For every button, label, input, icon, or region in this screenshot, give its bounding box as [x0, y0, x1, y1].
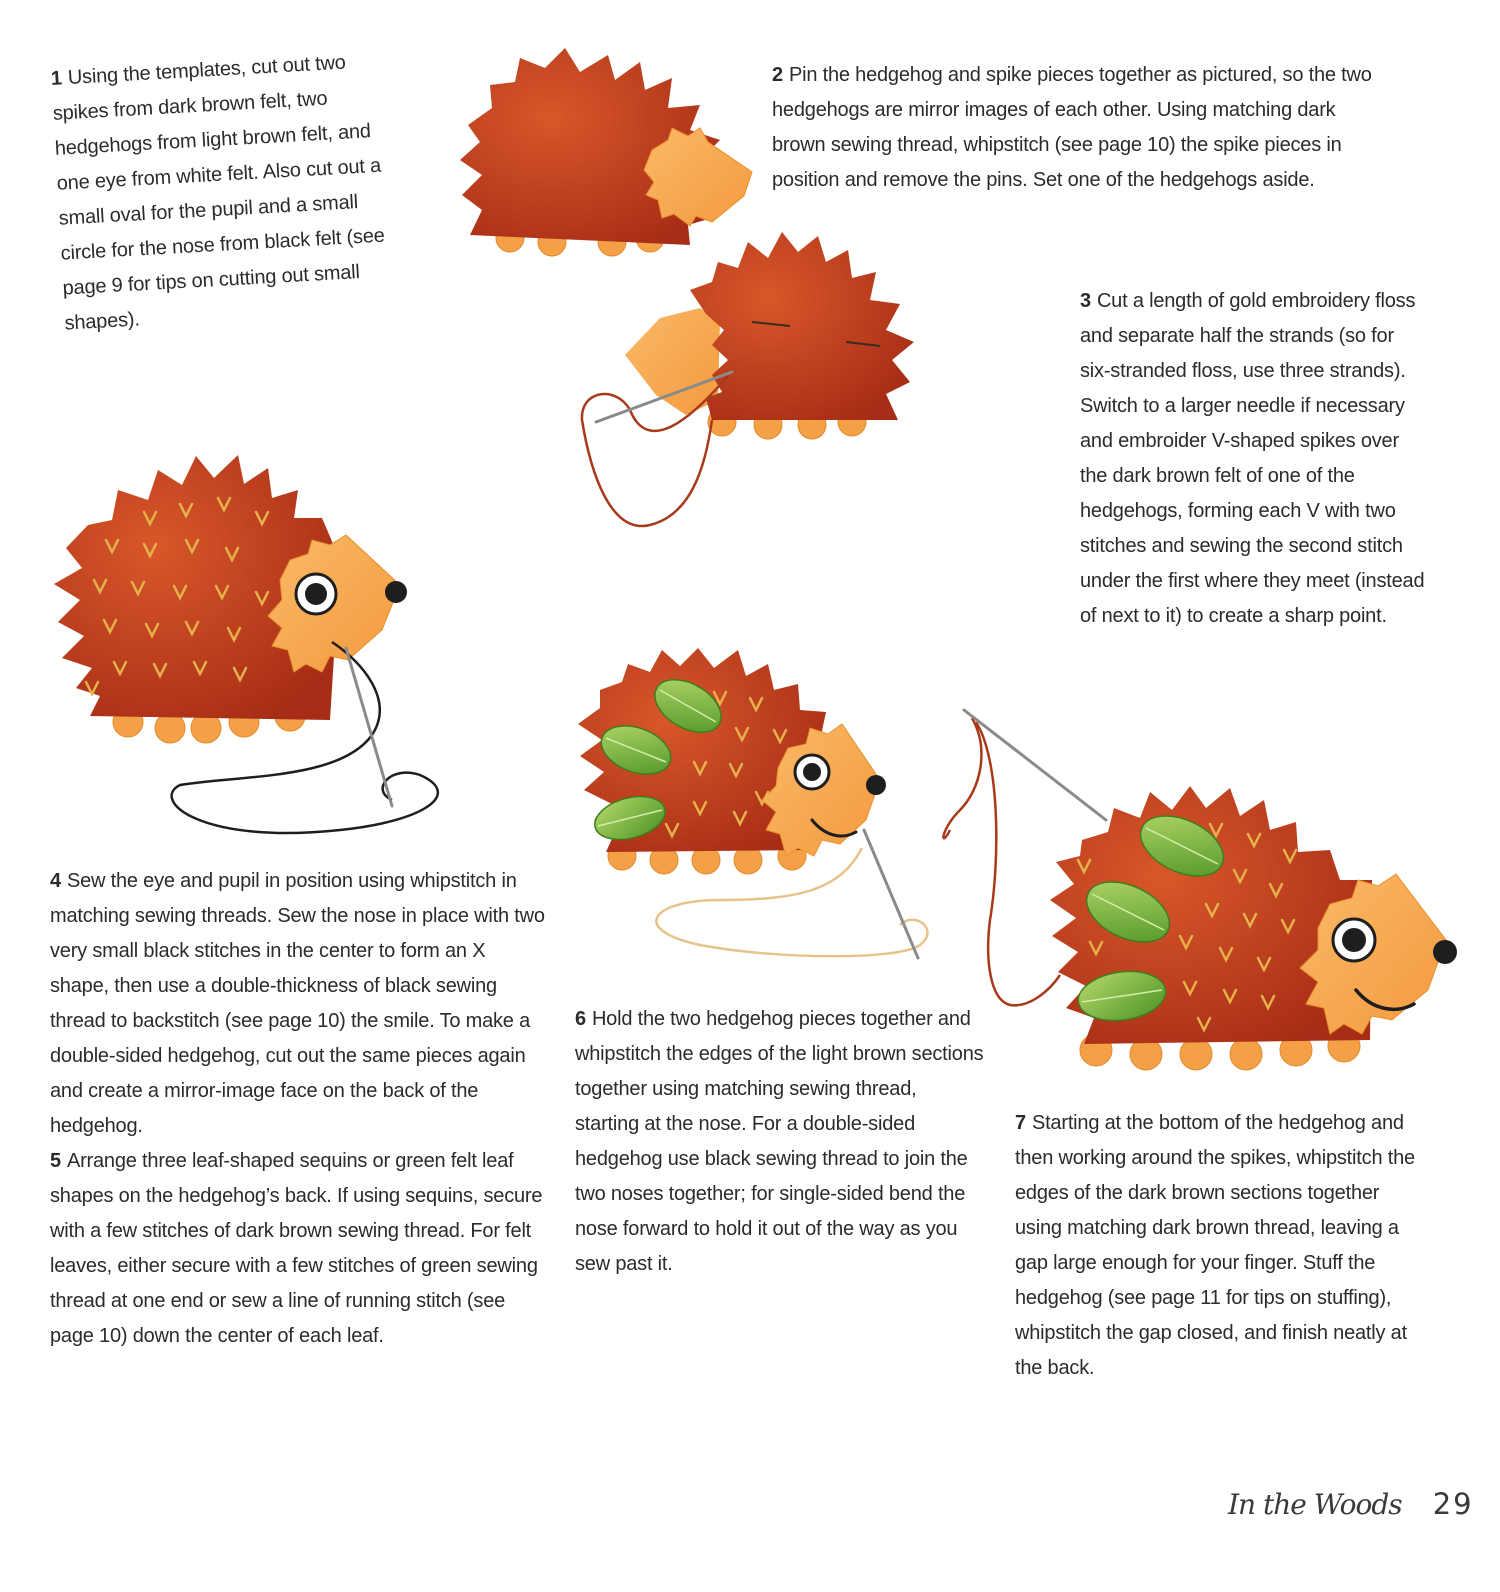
step-body: Arrange three leaf-shaped sequins or green felt leaf shapes on the hedgehog’s back. If using sequins, secure with a few stitches of dark brown sewing thread. For felt leaves, either secure with a few stitches of green sewing thread at one end or sew a line of running stitch (see page 10) down the center of each leaf.	[50, 1150, 543, 1347]
step-number: 1	[50, 67, 63, 90]
needle-icon	[964, 710, 1106, 820]
step-2-illustration	[460, 48, 752, 256]
pupil-icon	[803, 763, 821, 781]
nose-icon	[866, 775, 886, 795]
step-number: 7	[1015, 1112, 1026, 1134]
pupil-icon	[305, 583, 327, 605]
pupil-icon	[1342, 928, 1366, 952]
step-number: 2	[772, 64, 783, 86]
page-footer	[1228, 1487, 1474, 1521]
step-body: Using the templates, cut out two spikes from dark brown felt, two hedgehogs from light brown felt, and one eye from white felt. Also cut out a small oval for the pupil and a small circle for the nose from black felt (see page 9 for tips on cutting out small shapes).	[52, 51, 386, 335]
thread-line	[582, 376, 728, 526]
step-body: Hold the two hedgehog pieces together and whipstitch the edges of the light brown sections together using matching sewing thread, starting at the nose. For a double-sided hedgehog use black sewing thread to join the two noses together; for single-sided bend the nose forward to hold it out of the way as you sew past it.	[575, 1008, 984, 1275]
step-body: Sew the eye and pupil in position using whipstitch in matching sewing threads. Sew the nose in place with two very small black stitches in the center to form an X shape, then use a double-thickness of black sewing thread to backstitch (see page 10) the smile. To make a double-sided hedgehog, cut out the same pieces again and create a mirror-image face on the back of the hedgehog.	[50, 870, 545, 1137]
step-4-illustration	[54, 455, 438, 833]
step-number: 5	[50, 1150, 61, 1172]
nose-icon	[385, 581, 407, 603]
step-body: Cut a length of gold embroidery floss and separate half the strands (so for six-stranded floss, use three strands). Switch to a larger needle if necessary and embroider V-shaped spikes over the dark brown felt of one of the hedgehogs, forming each V with two stitches and sewing the second stitch under the first where they meet (instead of next to it) to create a sharp point.	[1080, 290, 1425, 627]
step-number: 6	[575, 1008, 586, 1030]
step-6-illustration	[578, 648, 927, 958]
step-body: Pin the hedgehog and spike pieces together as pictured, so the two hedgehogs are mirror images of each other. Using matching dark brown sewing thread, whipstitch (see page 10) the spike pieces in position and remove the pins. Set one of the hedgehogs aside.	[772, 64, 1372, 191]
page-number: 29	[1432, 1487, 1474, 1521]
needle-icon	[864, 830, 918, 958]
thread-line	[943, 718, 1060, 1005]
step-number: 3	[1080, 290, 1091, 312]
hedgehog-spikes-shape	[690, 232, 914, 420]
step-number: 4	[50, 870, 61, 892]
nose-icon	[1433, 940, 1457, 964]
step-7-illustration	[943, 710, 1457, 1070]
section-title: In the Woods	[1228, 1488, 1402, 1521]
needle-icon	[346, 648, 392, 806]
step-body: Starting at the bottom of the hedgehog and then working around the spikes, whipstitch the edges of the dark brown sections together using matching dark brown thread, leaving a gap large enough for your finger. Stuff the hedgehog (see page 11 for tips on stuffing), whipstitch the gap closed, and finish neatly at the back.	[1015, 1112, 1415, 1379]
step-2-needle-illustration	[582, 232, 914, 526]
